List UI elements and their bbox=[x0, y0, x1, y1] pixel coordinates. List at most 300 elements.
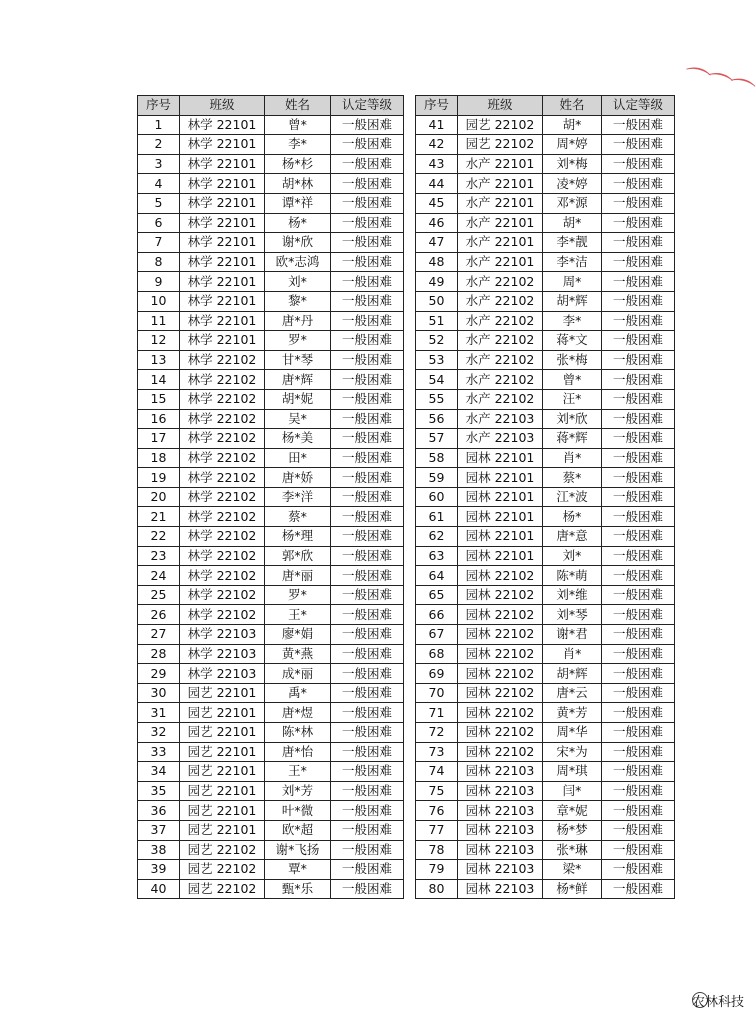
cell-name: 刘*琴 bbox=[543, 605, 602, 625]
table-row bbox=[138, 135, 404, 155]
cell-class: 园林 22102 bbox=[458, 605, 543, 625]
table-row bbox=[416, 291, 675, 311]
cell-name: 蒋*辉 bbox=[543, 429, 602, 449]
table-row bbox=[416, 311, 675, 331]
cell-level: 一般困难 bbox=[331, 233, 404, 253]
table-row bbox=[138, 350, 404, 370]
cell-level: 一般困难 bbox=[602, 448, 675, 468]
cell-index: 25 bbox=[138, 585, 180, 605]
table-row bbox=[416, 566, 675, 586]
cell-level: 一般困难 bbox=[602, 193, 675, 213]
table-header-row bbox=[138, 96, 404, 116]
table-row bbox=[138, 174, 404, 194]
cell-index: 27 bbox=[138, 625, 180, 645]
cell-class: 园艺 22102 bbox=[458, 135, 543, 155]
cell-level: 一般困难 bbox=[331, 370, 404, 390]
cell-index: 63 bbox=[416, 546, 458, 566]
cell-name: 周*华 bbox=[543, 723, 602, 743]
cell-name: 肖* bbox=[543, 644, 602, 664]
cell-name: 唐*娇 bbox=[265, 468, 331, 488]
cell-class: 水产 22101 bbox=[458, 193, 543, 213]
cell-name: 刘*欣 bbox=[543, 409, 602, 429]
cell-class: 林学 22102 bbox=[180, 507, 265, 527]
cell-name: 李*洁 bbox=[543, 252, 602, 272]
cell-level: 一般困难 bbox=[602, 625, 675, 645]
header-level: 认定等级 bbox=[331, 96, 404, 116]
cell-level: 一般困难 bbox=[331, 781, 404, 801]
cell-name: 汪* bbox=[543, 389, 602, 409]
table-header-row bbox=[416, 96, 675, 116]
cell-name: 唐*云 bbox=[543, 683, 602, 703]
table-row bbox=[138, 115, 404, 135]
header-index: 序号 bbox=[416, 96, 458, 116]
cell-index: 80 bbox=[416, 879, 458, 899]
cell-level: 一般困难 bbox=[331, 742, 404, 762]
table-row bbox=[138, 429, 404, 449]
table-row bbox=[138, 291, 404, 311]
cell-name: 胡*辉 bbox=[543, 664, 602, 684]
cell-name: 刘*梅 bbox=[543, 154, 602, 174]
table-row bbox=[138, 625, 404, 645]
cell-level: 一般困难 bbox=[602, 879, 675, 899]
table-row bbox=[138, 311, 404, 331]
roster-table-left bbox=[137, 95, 404, 899]
cell-index: 15 bbox=[138, 389, 180, 409]
cell-class: 林学 22102 bbox=[180, 350, 265, 370]
cell-index: 22 bbox=[138, 527, 180, 547]
table-row bbox=[416, 233, 675, 253]
cell-index: 35 bbox=[138, 781, 180, 801]
cell-class: 园林 22103 bbox=[458, 820, 543, 840]
cell-index: 17 bbox=[138, 429, 180, 449]
cell-index: 6 bbox=[138, 213, 180, 233]
table-row bbox=[138, 644, 404, 664]
table-row bbox=[416, 879, 675, 899]
cell-level: 一般困难 bbox=[331, 507, 404, 527]
table-row bbox=[416, 527, 675, 547]
cell-index: 16 bbox=[138, 409, 180, 429]
cell-name: 蒋*文 bbox=[543, 331, 602, 351]
cell-class: 园林 22103 bbox=[458, 860, 543, 880]
cell-name: 杨*梦 bbox=[543, 820, 602, 840]
table-row bbox=[138, 468, 404, 488]
cell-index: 58 bbox=[416, 448, 458, 468]
cell-level: 一般困难 bbox=[331, 213, 404, 233]
cell-index: 30 bbox=[138, 683, 180, 703]
cell-name: 甄*乐 bbox=[265, 879, 331, 899]
cell-level: 一般困难 bbox=[602, 174, 675, 194]
cell-level: 一般困难 bbox=[331, 566, 404, 586]
cell-index: 23 bbox=[138, 546, 180, 566]
cell-name: 田* bbox=[265, 448, 331, 468]
table-row bbox=[138, 331, 404, 351]
cell-name: 杨* bbox=[265, 213, 331, 233]
cell-index: 77 bbox=[416, 820, 458, 840]
cell-class: 园林 22102 bbox=[458, 566, 543, 586]
cell-level: 一般困难 bbox=[331, 723, 404, 743]
cell-level: 一般困难 bbox=[602, 703, 675, 723]
cell-name: 黄*燕 bbox=[265, 644, 331, 664]
cell-name: 黄*芳 bbox=[543, 703, 602, 723]
cell-name: 王* bbox=[265, 762, 331, 782]
table-row bbox=[138, 605, 404, 625]
cell-level: 一般困难 bbox=[602, 331, 675, 351]
table-row bbox=[416, 154, 675, 174]
cell-name: 杨*美 bbox=[265, 429, 331, 449]
cell-class: 园林 22103 bbox=[458, 879, 543, 899]
cell-class: 水产 22102 bbox=[458, 350, 543, 370]
cell-index: 33 bbox=[138, 742, 180, 762]
cell-level: 一般困难 bbox=[331, 272, 404, 292]
cell-name: 谢*欣 bbox=[265, 233, 331, 253]
cell-name: 唐*意 bbox=[543, 527, 602, 547]
cell-level: 一般困难 bbox=[331, 174, 404, 194]
cell-class: 林学 22101 bbox=[180, 291, 265, 311]
cell-class: 水产 22101 bbox=[458, 213, 543, 233]
cell-index: 37 bbox=[138, 820, 180, 840]
cell-name: 刘*维 bbox=[543, 585, 602, 605]
table-row bbox=[138, 409, 404, 429]
cell-level: 一般困难 bbox=[602, 291, 675, 311]
cell-name: 覃* bbox=[265, 860, 331, 880]
table-row bbox=[416, 448, 675, 468]
cell-name: 唐*煜 bbox=[265, 703, 331, 723]
cell-name: 胡* bbox=[543, 213, 602, 233]
cell-name: 江*波 bbox=[543, 487, 602, 507]
table-row bbox=[416, 781, 675, 801]
cell-level: 一般困难 bbox=[602, 723, 675, 743]
cell-name: 罗* bbox=[265, 585, 331, 605]
cell-class: 林学 22101 bbox=[180, 135, 265, 155]
cell-class: 园林 22103 bbox=[458, 781, 543, 801]
cell-index: 45 bbox=[416, 193, 458, 213]
cell-index: 26 bbox=[138, 605, 180, 625]
header-index: 序号 bbox=[138, 96, 180, 116]
cell-index: 57 bbox=[416, 429, 458, 449]
cell-index: 20 bbox=[138, 487, 180, 507]
table-row bbox=[138, 585, 404, 605]
cell-index: 31 bbox=[138, 703, 180, 723]
cell-index: 4 bbox=[138, 174, 180, 194]
cell-class: 水产 22102 bbox=[458, 291, 543, 311]
cell-name: 宋*为 bbox=[543, 742, 602, 762]
table-row bbox=[416, 585, 675, 605]
cell-name: 杨*杉 bbox=[265, 154, 331, 174]
table-row bbox=[416, 723, 675, 743]
cell-index: 66 bbox=[416, 605, 458, 625]
cell-name: 刘*芳 bbox=[265, 781, 331, 801]
cell-level: 一般困难 bbox=[602, 546, 675, 566]
table-row bbox=[416, 252, 675, 272]
table-row bbox=[416, 331, 675, 351]
cell-class: 水产 22102 bbox=[458, 370, 543, 390]
cell-name: 肖* bbox=[543, 448, 602, 468]
table-row bbox=[416, 762, 675, 782]
cell-level: 一般困难 bbox=[602, 742, 675, 762]
cell-name: 闫* bbox=[543, 781, 602, 801]
cell-class: 林学 22102 bbox=[180, 429, 265, 449]
cell-class: 水产 22101 bbox=[458, 154, 543, 174]
cell-class: 林学 22101 bbox=[180, 252, 265, 272]
cell-index: 73 bbox=[416, 742, 458, 762]
cell-level: 一般困难 bbox=[602, 781, 675, 801]
cell-index: 18 bbox=[138, 448, 180, 468]
cell-class: 园林 22102 bbox=[458, 625, 543, 645]
cell-index: 53 bbox=[416, 350, 458, 370]
cell-class: 林学 22103 bbox=[180, 625, 265, 645]
cell-index: 7 bbox=[138, 233, 180, 253]
cell-class: 园林 22101 bbox=[458, 507, 543, 527]
cell-name: 蔡* bbox=[265, 507, 331, 527]
cell-class: 园林 22102 bbox=[458, 664, 543, 684]
cell-index: 52 bbox=[416, 331, 458, 351]
table-row bbox=[416, 135, 675, 155]
cell-name: 李*洋 bbox=[265, 487, 331, 507]
cell-class: 园林 22103 bbox=[458, 840, 543, 860]
cell-level: 一般困难 bbox=[602, 605, 675, 625]
cell-level: 一般困难 bbox=[602, 585, 675, 605]
cell-class: 林学 22101 bbox=[180, 154, 265, 174]
cell-name: 王* bbox=[265, 605, 331, 625]
cell-class: 林学 22102 bbox=[180, 468, 265, 488]
table-row bbox=[416, 487, 675, 507]
table-row bbox=[416, 370, 675, 390]
cell-index: 44 bbox=[416, 174, 458, 194]
cell-name: 曾* bbox=[265, 115, 331, 135]
cell-name: 刘* bbox=[265, 272, 331, 292]
cell-level: 一般困难 bbox=[331, 585, 404, 605]
table-row bbox=[416, 213, 675, 233]
cell-class: 园林 22101 bbox=[458, 487, 543, 507]
cell-level: 一般困难 bbox=[602, 311, 675, 331]
cell-name: 唐*丽 bbox=[265, 566, 331, 586]
cell-class: 园艺 22102 bbox=[180, 879, 265, 899]
header-name: 姓名 bbox=[265, 96, 331, 116]
cell-level: 一般困难 bbox=[331, 683, 404, 703]
cell-index: 72 bbox=[416, 723, 458, 743]
cell-index: 38 bbox=[138, 840, 180, 860]
cell-class: 园林 22102 bbox=[458, 644, 543, 664]
cell-class: 林学 22101 bbox=[180, 174, 265, 194]
cell-level: 一般困难 bbox=[331, 448, 404, 468]
cell-name: 周*婷 bbox=[543, 135, 602, 155]
cell-index: 61 bbox=[416, 507, 458, 527]
cell-level: 一般困难 bbox=[602, 213, 675, 233]
table-row bbox=[416, 429, 675, 449]
cell-name: 李* bbox=[265, 135, 331, 155]
table-row bbox=[416, 801, 675, 821]
table-row bbox=[416, 860, 675, 880]
table-row bbox=[138, 723, 404, 743]
cell-level: 一般困难 bbox=[602, 135, 675, 155]
cell-index: 79 bbox=[416, 860, 458, 880]
cell-index: 10 bbox=[138, 291, 180, 311]
cell-name: 唐*怡 bbox=[265, 742, 331, 762]
cell-class: 林学 22102 bbox=[180, 585, 265, 605]
cell-class: 林学 22101 bbox=[180, 233, 265, 253]
cell-class: 林学 22101 bbox=[180, 272, 265, 292]
roster-table-right bbox=[415, 95, 675, 899]
cell-level: 一般困难 bbox=[602, 154, 675, 174]
cell-index: 21 bbox=[138, 507, 180, 527]
cell-name: 周* bbox=[543, 272, 602, 292]
cell-level: 一般困难 bbox=[331, 860, 404, 880]
cell-index: 48 bbox=[416, 252, 458, 272]
cell-index: 11 bbox=[138, 311, 180, 331]
cell-index: 24 bbox=[138, 566, 180, 586]
cell-index: 29 bbox=[138, 664, 180, 684]
table-row bbox=[416, 115, 675, 135]
cell-index: 64 bbox=[416, 566, 458, 586]
cell-index: 49 bbox=[416, 272, 458, 292]
cell-class: 林学 22103 bbox=[180, 644, 265, 664]
cell-class: 林学 22101 bbox=[180, 193, 265, 213]
cell-index: 76 bbox=[416, 801, 458, 821]
cell-name: 陈*林 bbox=[265, 723, 331, 743]
cell-level: 一般困难 bbox=[331, 115, 404, 135]
cell-index: 12 bbox=[138, 331, 180, 351]
cell-index: 8 bbox=[138, 252, 180, 272]
cell-level: 一般困难 bbox=[602, 801, 675, 821]
cell-index: 68 bbox=[416, 644, 458, 664]
table-row bbox=[138, 252, 404, 272]
cell-level: 一般困难 bbox=[602, 527, 675, 547]
table-row bbox=[138, 272, 404, 292]
cell-level: 一般困难 bbox=[331, 546, 404, 566]
table-row bbox=[138, 703, 404, 723]
cell-name: 欧*志鸿 bbox=[265, 252, 331, 272]
cell-level: 一般困难 bbox=[602, 350, 675, 370]
table-row bbox=[138, 370, 404, 390]
cell-level: 一般困难 bbox=[602, 644, 675, 664]
cell-level: 一般困难 bbox=[602, 272, 675, 292]
cell-name: 邓*源 bbox=[543, 193, 602, 213]
cell-class: 园林 22101 bbox=[458, 546, 543, 566]
cell-index: 13 bbox=[138, 350, 180, 370]
table-row bbox=[138, 879, 404, 899]
table-row bbox=[138, 154, 404, 174]
table-row bbox=[138, 213, 404, 233]
cell-name: 黎* bbox=[265, 291, 331, 311]
cell-index: 1 bbox=[138, 115, 180, 135]
cell-level: 一般困难 bbox=[331, 389, 404, 409]
cell-name: 叶*微 bbox=[265, 801, 331, 821]
cell-level: 一般困难 bbox=[602, 409, 675, 429]
cell-class: 园林 22101 bbox=[458, 468, 543, 488]
table-row bbox=[138, 820, 404, 840]
cell-class: 园艺 22101 bbox=[180, 723, 265, 743]
cell-level: 一般困难 bbox=[331, 703, 404, 723]
cell-level: 一般困难 bbox=[331, 527, 404, 547]
cell-level: 一般困难 bbox=[331, 644, 404, 664]
table-row bbox=[138, 527, 404, 547]
cell-name: 唐*辉 bbox=[265, 370, 331, 390]
cell-level: 一般困难 bbox=[331, 468, 404, 488]
cell-class: 园艺 22101 bbox=[180, 762, 265, 782]
cell-index: 14 bbox=[138, 370, 180, 390]
table-row bbox=[416, 644, 675, 664]
cell-class: 林学 22102 bbox=[180, 566, 265, 586]
table-row bbox=[138, 840, 404, 860]
cell-class: 园林 22102 bbox=[458, 683, 543, 703]
cell-name: 李* bbox=[543, 311, 602, 331]
cell-class: 园林 22103 bbox=[458, 762, 543, 782]
cell-name: 胡* bbox=[543, 115, 602, 135]
cell-name: 胡*林 bbox=[265, 174, 331, 194]
table-row bbox=[416, 820, 675, 840]
cell-class: 林学 22101 bbox=[180, 213, 265, 233]
cell-class: 林学 22101 bbox=[180, 115, 265, 135]
cell-level: 一般困难 bbox=[331, 605, 404, 625]
cell-name: 张*梅 bbox=[543, 350, 602, 370]
cell-level: 一般困难 bbox=[602, 429, 675, 449]
cell-index: 69 bbox=[416, 664, 458, 684]
cell-class: 林学 22102 bbox=[180, 487, 265, 507]
cell-level: 一般困难 bbox=[331, 252, 404, 272]
cell-index: 74 bbox=[416, 762, 458, 782]
table-row bbox=[138, 683, 404, 703]
cell-class: 林学 22102 bbox=[180, 546, 265, 566]
table-row bbox=[416, 409, 675, 429]
cell-name: 章*妮 bbox=[543, 801, 602, 821]
cell-class: 园林 22103 bbox=[458, 801, 543, 821]
cell-level: 一般困难 bbox=[602, 762, 675, 782]
cell-name: 周*琪 bbox=[543, 762, 602, 782]
cell-level: 一般困难 bbox=[602, 389, 675, 409]
cell-class: 园艺 22102 bbox=[458, 115, 543, 135]
cell-index: 42 bbox=[416, 135, 458, 155]
cell-name: 谭*祥 bbox=[265, 193, 331, 213]
cell-name: 禹* bbox=[265, 683, 331, 703]
header-level: 认定等级 bbox=[602, 96, 675, 116]
cell-class: 水产 22103 bbox=[458, 429, 543, 449]
cell-name: 吴* bbox=[265, 409, 331, 429]
cell-name: 陈*萌 bbox=[543, 566, 602, 586]
cell-level: 一般困难 bbox=[602, 370, 675, 390]
cell-name: 欧*超 bbox=[265, 820, 331, 840]
cell-index: 78 bbox=[416, 840, 458, 860]
table-row bbox=[416, 389, 675, 409]
cell-level: 一般困难 bbox=[331, 664, 404, 684]
cell-name: 廖*娟 bbox=[265, 625, 331, 645]
cell-level: 一般困难 bbox=[602, 468, 675, 488]
table-row bbox=[416, 174, 675, 194]
cell-name: 凌*婷 bbox=[543, 174, 602, 194]
cell-name: 谢*君 bbox=[543, 625, 602, 645]
cell-class: 园艺 22101 bbox=[180, 801, 265, 821]
cell-class: 园林 22102 bbox=[458, 742, 543, 762]
cell-index: 55 bbox=[416, 389, 458, 409]
cell-level: 一般困难 bbox=[602, 115, 675, 135]
cell-class: 林学 22102 bbox=[180, 527, 265, 547]
cell-class: 水产 22101 bbox=[458, 233, 543, 253]
cell-class: 园林 22101 bbox=[458, 527, 543, 547]
table-row bbox=[416, 507, 675, 527]
table-row bbox=[138, 389, 404, 409]
table-row bbox=[138, 566, 404, 586]
cell-level: 一般困难 bbox=[331, 154, 404, 174]
cell-class: 园艺 22101 bbox=[180, 781, 265, 801]
cell-level: 一般困难 bbox=[331, 840, 404, 860]
header-name: 姓名 bbox=[543, 96, 602, 116]
cell-name: 胡*辉 bbox=[543, 291, 602, 311]
cell-level: 一般困难 bbox=[602, 683, 675, 703]
cell-index: 41 bbox=[416, 115, 458, 135]
table-row bbox=[416, 683, 675, 703]
cell-class: 水产 22102 bbox=[458, 331, 543, 351]
cell-class: 水产 22102 bbox=[458, 272, 543, 292]
cell-class: 水产 22101 bbox=[458, 174, 543, 194]
